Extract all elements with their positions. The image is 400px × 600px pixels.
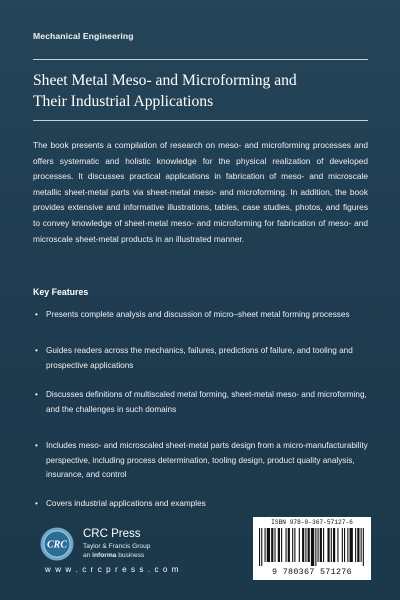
barcode-bar [308,528,310,562]
barcode-bar [271,528,273,562]
publisher-group: Taylor & Francis Group [83,543,151,550]
crc-press-logo-icon [40,527,74,561]
barcode-bar [261,528,262,566]
barcode-bar [311,528,314,566]
key-feature-item [33,344,368,388]
barcode-bar [318,528,319,562]
barcode-bar [267,528,270,562]
book-title-line-1: Sheet Metal Meso- and Microforming and [33,72,297,89]
barcode-bar [278,528,280,562]
book-description: The book presents a compilation of research on meso- and microforming processes and offers systematic and holistic knowledge for the physical realization of developed processes. It discusses practical applications in fabrication of meso- and microscale metallic sheet-metal parts via sheet-metal meso- and microforming. In addition, the book provides extensive and informative illustrations, tables, case studies, photos, and figures to convey knowledge of sheet-metal meso- and microforming for fabrication of meso- and microscale sheet-metal products in an illustrated manner. [33,140,368,244]
crc-logo-text: CRC [46,539,68,551]
barcode-digits: 9 780367 571276 [272,567,352,577]
business-suffix: business [116,552,145,559]
barcode-bar [342,528,343,562]
barcode-bar [327,528,329,562]
barcode-bar [331,528,332,562]
barcode-bar [361,528,362,562]
series-label: Mechanical Engineering [33,31,134,41]
business-strong: informa [92,552,117,559]
barcode-bar [337,528,338,562]
key-feature-text: Guides readers across the mechanics, failures, predictions of failure, and tooling and prospective applications [46,346,353,370]
barcode-bar [288,528,290,562]
barcode-bar [299,528,300,562]
key-feature-text: Covers industrial applications and examples [46,499,206,508]
bullet-icon: • [35,346,38,355]
barcode-bar [347,528,348,562]
key-feature-text: Presents complete analysis and discussion of micro–sheet metal forming processes [46,310,350,319]
barcode-bar [333,528,335,562]
bullet-icon: • [35,441,38,450]
barcode-bar [355,528,356,562]
barcode-bar [350,528,353,562]
publisher-business-line [83,552,144,559]
barcode-bar [323,528,324,562]
key-feature-item [33,388,368,439]
key-features-list [33,308,368,517]
barcode-bar [286,528,287,562]
publisher-name: CRC Press [83,528,141,540]
title-rule-bottom [33,120,368,121]
book-title-line-2: Their Industrial Applications [33,93,214,110]
publisher-block [40,525,210,575]
key-feature-text: Includes meso- and microscaled sheet-metal parts design from a micro-manufacturability perspective, including process determination, tooling design, product quality analysis, insurance, and control [46,441,368,479]
isbn-label: ISBN 978-0-367-57127-6 [271,519,353,526]
book-title [33,70,363,112]
key-feature-item [33,439,368,497]
barcode-bar [265,528,266,562]
barcode-bars-icon [259,528,365,566]
bullet-icon: • [35,310,38,319]
bullet-icon: • [35,499,38,508]
business-prefix: an [83,552,93,559]
barcode-bar [315,528,316,566]
barcode-bar [292,528,293,562]
bullet-icon: • [35,390,38,399]
barcode-bar [305,528,306,562]
barcode-bar [259,528,260,566]
barcode-bar [302,528,304,562]
isbn-barcode [253,517,371,580]
key-feature-text: Discusses definitions of multiscaled metal forming, sheet-metal meso- and microforming, and the challenges in such domains [46,390,367,414]
barcode-bar [363,528,364,566]
barcode-bar [344,528,345,562]
key-feature-item [33,308,368,344]
publisher-url: w w w . c r c p r e s s . c o m [45,565,180,574]
barcode-bar [357,528,359,562]
title-rule-top [33,59,368,60]
key-feature-item [33,497,368,517]
barcode-bar [281,528,282,562]
barcode-bar [294,528,295,562]
key-features-heading: Key Features [33,287,89,297]
barcode-bar [274,528,275,562]
barcode-bar [320,528,322,562]
